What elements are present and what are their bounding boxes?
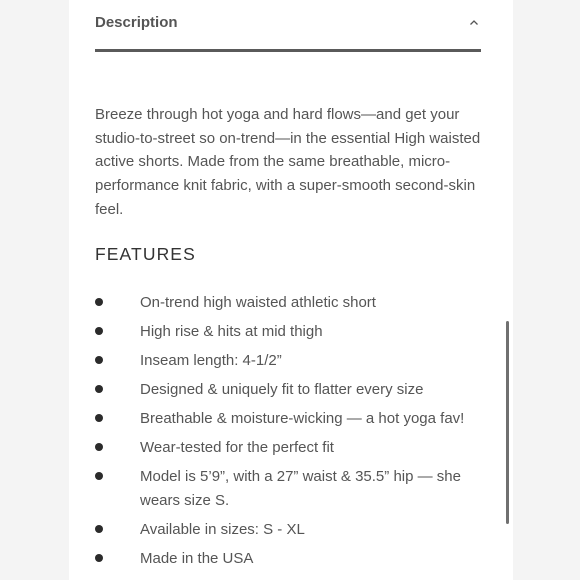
- feature-item: [95, 465, 475, 513]
- feature-text: Made in the USA: [140, 550, 254, 567]
- bullet-icon: [95, 525, 103, 533]
- feature-text: On-trend high waisted athletic short: [140, 294, 376, 311]
- bullet-icon: [95, 554, 103, 562]
- feature-text: Designed & uniquely fit to flatter every size: [140, 381, 424, 398]
- feature-item: [95, 349, 475, 373]
- bullet-icon: [95, 414, 103, 422]
- feature-text: High rise & hits at mid thigh: [140, 323, 323, 340]
- feature-text: Available in sizes: S - XL: [140, 521, 305, 538]
- bullet-icon: [95, 443, 103, 451]
- feature-text: Wear-tested for the perfect fit: [140, 439, 334, 456]
- scrollbar-thumb[interactable]: [506, 321, 509, 524]
- feature-item: [95, 547, 475, 571]
- feature-text: Breathable & moisture-wicking — a hot yoga fav!: [140, 410, 465, 427]
- product-description-panel: [69, 0, 513, 580]
- feature-text: Model is 5’9”, with a 27” waist & 35.5” hip — she wears size S.: [140, 468, 461, 509]
- bullet-icon: [95, 327, 103, 335]
- feature-text: Inseam length: 4-1/2”: [140, 352, 282, 369]
- bullet-icon: [95, 356, 103, 364]
- feature-item: [95, 518, 475, 542]
- bullet-icon: [95, 472, 103, 480]
- feature-item: [95, 407, 475, 431]
- description-accordion-title: Description: [95, 14, 178, 31]
- description-accordion-header[interactable]: [95, 0, 481, 52]
- feature-item: [95, 436, 475, 460]
- features-heading: FEATURES: [95, 244, 196, 264]
- feature-item: [95, 291, 475, 315]
- bullet-icon: [95, 385, 103, 393]
- feature-item: [95, 378, 475, 402]
- feature-item: [95, 320, 475, 344]
- description-text: Breeze through hot yoga and hard flows—and get your studio-to-street so on-trend—in the essential High waisted active shorts. Made from the same breathable, micro-performance knit fabric, with a super-smooth second-skin feel.: [95, 106, 481, 218]
- chevron-up-icon[interactable]: [467, 16, 481, 28]
- bullet-icon: [95, 298, 103, 306]
- features-list: [95, 291, 475, 576]
